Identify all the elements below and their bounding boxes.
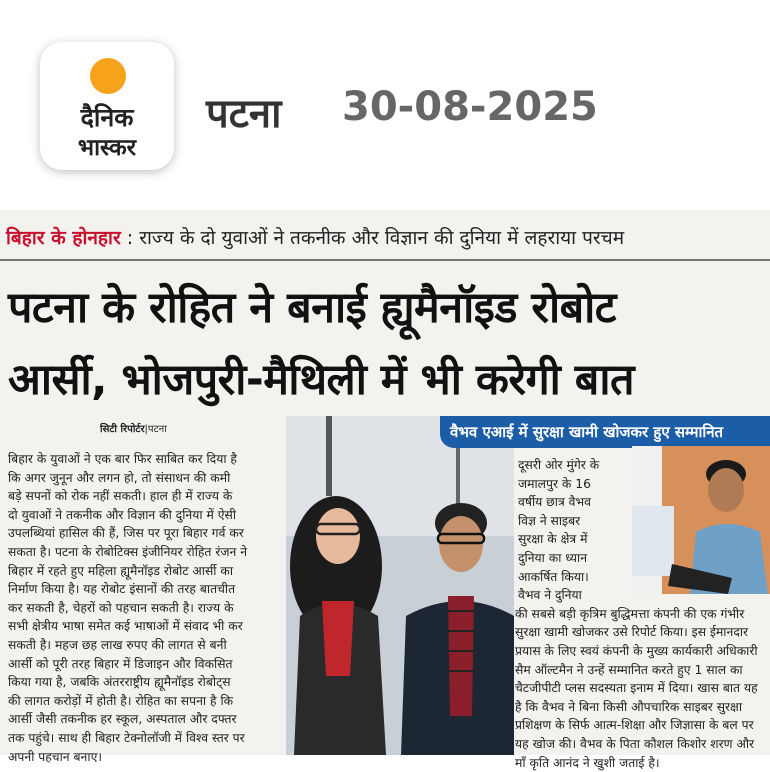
kicker-label: बिहार के होनहार [6, 227, 121, 249]
byline-city: पटना [148, 424, 167, 435]
kicker-text: : राज्य के दो युवाओं ने तकनीक और विज्ञान की दुनिया में लहराया परचम [121, 227, 624, 249]
sidebar-body-line: दूसरी ओर मुंगेर के [518, 456, 630, 475]
article-body-line: कर सकती है, चेहरों को पहचान सकती है। राज्य के [8, 599, 278, 618]
sidebar-body-line: की सबसे बड़ी कृत्रिम बुद्धिमत्ता कंपनी की एक गंभीर [515, 605, 770, 624]
article-body-line: बड़े सपनों को रोक नहीं सकती। हाल ही में राज्य के [8, 487, 278, 506]
headline-line-2: आर्सी, भोजपुरी-मैथिली में भी करेगी बात [8, 348, 634, 407]
logo-line-1: दैनिक [40, 100, 174, 134]
logo-line-2: भास्कर [40, 130, 174, 162]
article-body-line: तक पहुंचे। साथ ही बिहार टेक्नोलॉजी में विश्व स्तर पर [8, 729, 278, 748]
article-body [8, 450, 278, 766]
byline-reporter: सिटी रिपोर्टर [100, 424, 145, 435]
sidebar-body-line: चैटजीपीटी प्लस सदस्यता इनाम में दिया। खास बात यह [515, 679, 770, 698]
edition-city: पटना [206, 84, 281, 139]
article-body-line: सभी क्षेत्रीय भाषा समेत कई भाषाओं में संवाद भी कर [8, 617, 278, 636]
article-body-line: निर्माण किया है। यह रोबोट इंसानों की तरह बातचीत [8, 580, 278, 599]
sidebar-body-line: सुरक्षा खामी खोजकर उसे रिपोर्ट किया। इस ईमानदार [515, 623, 770, 642]
dainik-bhaskar-logo [40, 42, 174, 170]
sidebar-body-line: है कि वैभव ने बिना किसी औपचारिक साइबर सुरक्षा [515, 698, 770, 717]
sidebar-body-narrow [518, 456, 630, 605]
article-body-line: सकता है। पटना के रोबोटिक्स इंजीनियर रोहित रंजन ने [8, 543, 278, 562]
article-body-line: आर्सी जैसी तकनीक हर स्कूल, अस्पताल और दफ्तर [8, 710, 278, 729]
byline: सिटी रिपोर्टर|पटना [100, 421, 167, 435]
sidebar-body-line: दुनिया का ध्यान [518, 549, 630, 568]
sun-icon [90, 58, 126, 94]
article-body-line: बिहार के युवाओं ने एक बार फिर साबित कर दिया है [8, 450, 278, 469]
sidebar-body-line: प्रयास के लिए स्वयं कंपनी के मुख्य कार्यकारी अधिकारी [515, 642, 770, 661]
sidebar-body-line: आकर्षित किया। [518, 568, 630, 587]
kicker [6, 224, 624, 250]
news-clipping [0, 210, 770, 755]
article-body-line: सकती है। महज छह लाख रुपए की लागत से बनी [8, 636, 278, 655]
sidebar-title: वैभव एआई में सुरक्षा खामी खोजकर हुए सम्मानित [440, 416, 770, 448]
sidebar-body-line: वैभव ने दुनिया [518, 586, 630, 605]
robot-photo [286, 416, 514, 755]
sidebar-body-line: प्रशिक्षण के सिर्फ आत्म-शिक्षा और जिज्ञासा के बल पर [515, 716, 770, 735]
sidebar-body-line: विज्ञ ने साइबर [518, 512, 630, 531]
divider [0, 259, 770, 261]
sidebar-body-line: यह खोज की। वैभव के पिता कौशल किशोर शरण और [515, 735, 770, 754]
article-body-line: उपलब्धियां हासिल की हैं, जिस पर पूरा बिहार गर्व कर [8, 524, 278, 543]
sidebar-body [518, 456, 770, 772]
article-body-line: की लागत करोड़ों में होती है। रोहित का सपना है कि [8, 692, 278, 711]
sidebar-body-line: सैम ऑल्टमैन ने उन्हें सम्मानित करते हुए 1 साल का [515, 661, 770, 680]
sidebar-body-line: जमालपुर के 16 [518, 475, 630, 494]
article-body-line: दो युवाओं ने तकनीक और विज्ञान की दुनिया में ऐसी [8, 506, 278, 525]
sidebar-body-wide [515, 605, 770, 772]
edition-date: 30-08-2025 [342, 84, 598, 130]
article-body-line: बिहार में रहते हुए महिला ह्यूमैनॉइड रोबोट आर्सी का [8, 562, 278, 581]
sidebar-body-line: माँ कृति आनंद ने खुशी जताई है। [515, 754, 770, 772]
headline-line-1: पटना के रोहित ने बनाई ह्यूमैनॉइड रोबोट [8, 276, 616, 335]
sidebar-body-line: वर्षीय छात्र वैभव [518, 493, 630, 512]
article-body-line: कि अगर जुनून और लगन हो, तो संसाधन की कमी [8, 469, 278, 488]
article-body-line: अपनी पहचान बनाए। [8, 748, 278, 767]
sidebar-body-line: सुरक्षा के क्षेत्र में [518, 530, 630, 549]
article-body-line: आर्सी को पूरी तरह बिहार में डिजाइन और विकसित [8, 655, 278, 674]
article-body-line: किया गया है, जबकि अंतरराष्ट्रीय ह्यूमैनॉइड रोबोट्स [8, 673, 278, 692]
